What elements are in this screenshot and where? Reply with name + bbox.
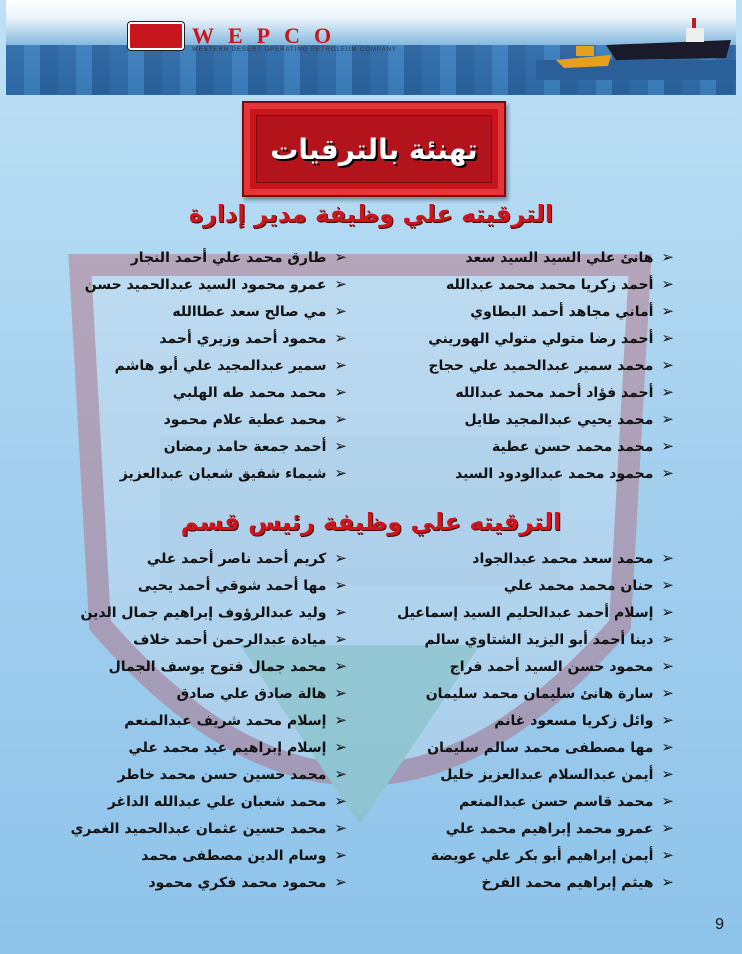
title-box <box>242 101 506 197</box>
list-item: ➢سمير عبدالمجيد علي أبو هاشم <box>114 356 347 374</box>
list-item: ➢محمود محمد عبدالودود السيد <box>455 464 674 482</box>
chevron-icon: ➢ <box>661 738 674 756</box>
chevron-icon: ➢ <box>334 603 347 621</box>
chevron-icon: ➢ <box>661 248 674 266</box>
chevron-icon: ➢ <box>334 356 347 374</box>
chevron-icon: ➢ <box>661 356 674 374</box>
chevron-icon: ➢ <box>661 383 674 401</box>
header-banner <box>6 0 736 95</box>
list-item: ➢أحمد فؤاد أحمد محمد عبدالله <box>455 383 674 401</box>
section-heading-manager: الترقيته علي وظيفة مدير إدارة <box>188 200 554 228</box>
list-item: ➢محمد جمال فتوح يوسف الجمال <box>108 657 347 675</box>
head-list-left <box>71 545 347 896</box>
list-item: ➢عمرو محمود السيد عبدالحميد حسن <box>84 275 347 293</box>
list-item: ➢طارق محمد علي أحمد النجار <box>130 248 347 266</box>
chevron-icon: ➢ <box>661 630 674 648</box>
chevron-icon: ➢ <box>661 464 674 482</box>
chevron-icon: ➢ <box>661 819 674 837</box>
head-list-right <box>397 545 674 896</box>
list-item: ➢أيمن عبدالسلام عبدالعزيز خليل <box>440 765 674 783</box>
list-item: ➢وليد عبدالرؤوف إبراهيم جمال الدين <box>80 603 347 621</box>
list-item: ➢محمد حسين عثمان عبدالحميد الغمري <box>70 819 347 837</box>
list-item: ➢أيمن إبراهيم أبو بكر علي عويضة <box>430 846 674 864</box>
list-item: ➢ميادة عبدالرحمن أحمد خلاف <box>133 630 347 648</box>
list-item: ➢محمد سمير عبدالحميد علي حجاج <box>428 356 674 374</box>
list-item: ➢محمد شعبان علي عبدالله الداغر <box>107 792 347 810</box>
list-item: ➢سارة هانئ سليمان محمد سليمان <box>425 684 674 702</box>
list-item: ➢عمرو محمد إبراهيم محمد علي <box>445 819 674 837</box>
chevron-icon: ➢ <box>661 329 674 347</box>
chevron-icon: ➢ <box>334 684 347 702</box>
chevron-icon: ➢ <box>334 248 347 266</box>
chevron-icon: ➢ <box>334 275 347 293</box>
list-item: ➢دينا أحمد أبو اليزيد الشتاوي سالم <box>424 630 674 648</box>
chevron-icon: ➢ <box>661 437 674 455</box>
company-logo <box>128 22 345 50</box>
chevron-icon: ➢ <box>334 657 347 675</box>
chevron-icon: ➢ <box>334 329 347 347</box>
list-item: ➢محمد عطية علام محمود <box>163 410 347 428</box>
list-item: ➢إسلام محمد شريف عبدالمنعم <box>124 711 347 729</box>
list-item: ➢مي صالح سعد عطاالله <box>172 302 347 320</box>
section-heading-head-of-section: الترقيته علي وظيفة رئيس قسم <box>180 508 562 536</box>
chevron-icon: ➢ <box>334 464 347 482</box>
title-inner <box>256 115 492 183</box>
list-item: ➢وسام الدين مصطفى محمد <box>141 846 347 864</box>
logo-subtitle: WESTERN DESERT OPERATING PETROLEUM COMPANY <box>192 47 397 53</box>
chevron-icon: ➢ <box>661 410 674 428</box>
chevron-icon: ➢ <box>661 873 674 891</box>
list-item: ➢كريم أحمد ناصر أحمد علي <box>146 549 347 567</box>
chevron-icon: ➢ <box>334 576 347 594</box>
chevron-icon: ➢ <box>661 846 674 864</box>
list-item: ➢إسلام إبراهيم عيد محمد علي <box>128 738 347 756</box>
list-item: ➢حنان محمد محمد علي <box>503 576 674 594</box>
chevron-icon: ➢ <box>334 792 347 810</box>
chevron-icon: ➢ <box>661 657 674 675</box>
chevron-icon: ➢ <box>661 684 674 702</box>
chevron-icon: ➢ <box>334 302 347 320</box>
chevron-icon: ➢ <box>334 711 347 729</box>
chevron-icon: ➢ <box>661 765 674 783</box>
chevron-icon: ➢ <box>334 738 347 756</box>
list-item: ➢هيثم إبراهيم محمد الفرخ <box>481 873 674 891</box>
chevron-icon: ➢ <box>661 576 674 594</box>
chevron-icon: ➢ <box>661 792 674 810</box>
list-item: ➢محمد قاسم حسن عبدالمنعم <box>459 792 674 810</box>
logo-text: WEPCO <box>192 23 346 48</box>
chevron-icon: ➢ <box>661 711 674 729</box>
list-item: ➢أحمد زكريا محمد محمد عبدالله <box>446 275 674 293</box>
chevron-icon: ➢ <box>661 275 674 293</box>
list-item: ➢هالة صادق علي صادق <box>176 684 347 702</box>
chevron-icon: ➢ <box>661 549 674 567</box>
list-item: ➢مها مصطفى محمد سالم سليمان <box>427 738 674 756</box>
manager-list-right <box>428 244 674 487</box>
list-item: ➢محمد محمد طه الهلبي <box>172 383 347 401</box>
chevron-icon: ➢ <box>334 383 347 401</box>
chevron-icon: ➢ <box>334 437 347 455</box>
list-item: ➢محمد سعد محمد عبدالجواد <box>472 549 674 567</box>
list-item: ➢أحمد جمعة حامد رمضان <box>163 437 347 455</box>
list-item: ➢محمود حسن السيد أحمد فراج <box>449 657 674 675</box>
chevron-icon: ➢ <box>334 549 347 567</box>
list-item: ➢محمود أحمد وزيري أحمد <box>159 329 347 347</box>
list-item: ➢أحمد رضا متولي متولي الهوريني <box>428 329 674 347</box>
page-number: 9 <box>715 916 724 933</box>
chevron-icon: ➢ <box>334 873 347 891</box>
chevron-icon: ➢ <box>661 302 674 320</box>
chevron-icon: ➢ <box>334 819 347 837</box>
chevron-icon: ➢ <box>334 846 347 864</box>
page-title: تهنئة بالترقيات <box>270 132 478 166</box>
list-item: ➢شيماء شفيق شعبان عبدالعزيز <box>119 464 347 482</box>
manager-list-left <box>85 244 347 487</box>
list-item: ➢محمد محمد حسن عطية <box>491 437 674 455</box>
list-item: ➢محمد حسين حسن محمد خاطر <box>117 765 347 783</box>
list-item: ➢وائل زكريا مسعود غانم <box>494 711 674 729</box>
list-item: ➢محمود محمد فكري محمود <box>148 873 347 891</box>
chevron-icon: ➢ <box>661 603 674 621</box>
list-item: ➢هانئ علي السيد السيد سعد <box>465 248 674 266</box>
chevron-icon: ➢ <box>334 765 347 783</box>
chevron-icon: ➢ <box>334 410 347 428</box>
ship-icon <box>536 10 736 80</box>
list-item: ➢مها أحمد شوقي أحمد يحيى <box>137 576 347 594</box>
list-item: ➢محمد يحيي عبدالمجيد طايل <box>464 410 674 428</box>
chevron-icon: ➢ <box>334 630 347 648</box>
logo-emblem-icon <box>128 22 184 50</box>
list-item: ➢أماني مجاهد أحمد البطاوي <box>470 302 674 320</box>
list-item: ➢إسلام أحمد عبدالحليم السيد إسماعيل <box>397 603 674 621</box>
